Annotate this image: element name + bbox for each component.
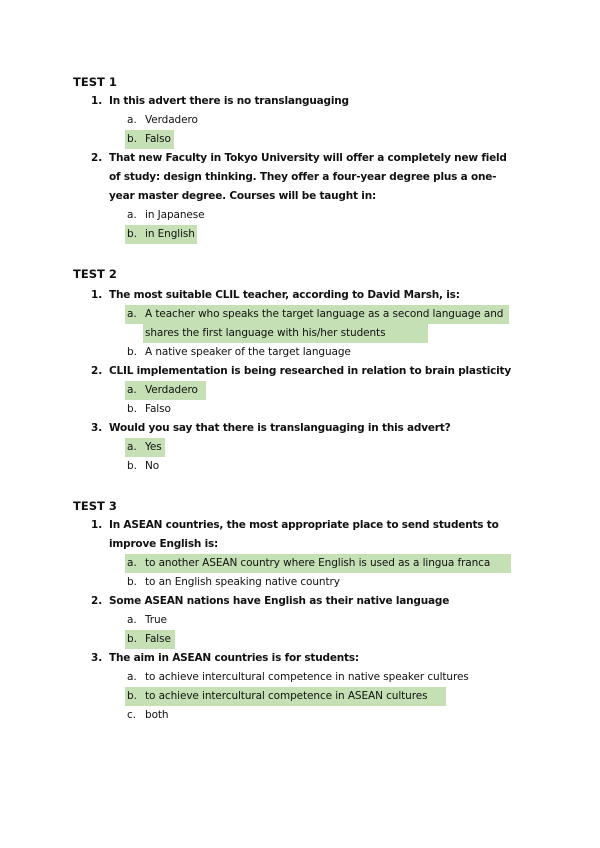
option-letter: b. (127, 403, 138, 415)
question-text: In ASEAN countries, the most appropriate place to send students to improve English is: (109, 519, 499, 550)
option-letter: b. (127, 576, 138, 588)
option-correct (0, 130, 600, 149)
option-text: to achieve intercultural competence in native speaker cultures (145, 671, 469, 683)
option-letter: a. (127, 114, 137, 126)
option (0, 343, 600, 362)
option-letter: b. (127, 633, 138, 645)
option-text: A native speaker of the target language (145, 346, 351, 358)
option-correct (0, 687, 600, 706)
option-text: False (145, 633, 171, 645)
question-text: CLIL implementation is being researched in relation to brain plasticity (109, 365, 511, 377)
option-letter: a. (127, 384, 137, 396)
option-text: True (145, 614, 167, 626)
option-correct (0, 630, 600, 649)
option-letter: b. (127, 133, 138, 145)
option (0, 206, 600, 225)
option-text: Verdadero (145, 114, 198, 126)
option (0, 706, 600, 725)
option (0, 611, 600, 630)
option-letter: b. (127, 460, 138, 472)
option (0, 111, 600, 130)
option (0, 400, 600, 419)
question-number: 2. (91, 152, 103, 164)
option-letter: a. (127, 441, 137, 453)
option-correct (0, 381, 600, 400)
option-text: Falso (145, 133, 171, 145)
option-letter: a. (127, 671, 137, 683)
question-text: In this advert there is no translanguaging (109, 95, 349, 107)
option-text: Falso (145, 403, 171, 415)
option-text: Verdadero (145, 384, 198, 396)
option-letter: b. (127, 228, 138, 240)
test-title: TEST 1 (73, 75, 117, 89)
option (0, 668, 600, 687)
question-text: Some ASEAN nations have English as their native language (109, 595, 450, 607)
option-letter: a. (127, 614, 137, 626)
option-text: A teacher who speaks the target language as a second language and shares the first language with his/her students (145, 308, 504, 339)
option-text: to achieve intercultural competence in ASEAN cultures (145, 690, 428, 702)
option-letter: a. (127, 308, 137, 320)
option-letter: c. (127, 709, 137, 721)
question-number: 2. (91, 365, 103, 377)
option (0, 457, 600, 476)
question-number: 3. (91, 422, 103, 434)
option-correct (0, 225, 600, 244)
question-number: 1. (91, 519, 103, 531)
option-text: both (145, 709, 169, 721)
option-correct (0, 305, 600, 343)
question-number: 1. (91, 289, 103, 301)
option-correct (0, 438, 600, 457)
option-correct (0, 554, 600, 573)
option-text: Yes (145, 441, 162, 453)
option-letter: a. (127, 557, 137, 569)
option-text: in English (145, 228, 195, 240)
question-number: 2. (91, 595, 103, 607)
option-letter: b. (127, 690, 138, 702)
option-text: to another ASEAN country where English is used as a lingua franca (145, 557, 491, 569)
option-text: to an English speaking native country (145, 576, 340, 588)
option-letter: b. (127, 346, 138, 358)
question-text: That new Faculty in Tokyo University will offer a completely new field of study: design thinking. They offer a four-year degree plus a one-year master degree. Courses will be taught in: (109, 152, 507, 202)
test-title: TEST 3 (73, 499, 117, 513)
question-text: The most suitable CLIL teacher, according to David Marsh, is: (109, 289, 460, 301)
option-text: in Japanese (145, 209, 205, 221)
test-title: TEST 2 (73, 267, 117, 281)
question-text: Would you say that there is translanguaging in this advert? (109, 422, 451, 434)
option-letter: a. (127, 209, 137, 221)
option-text: No (145, 460, 160, 472)
question-number: 1. (91, 95, 103, 107)
question-number: 3. (91, 652, 103, 664)
question-text: The aim in ASEAN countries is for students: (109, 652, 359, 664)
option (0, 573, 600, 592)
